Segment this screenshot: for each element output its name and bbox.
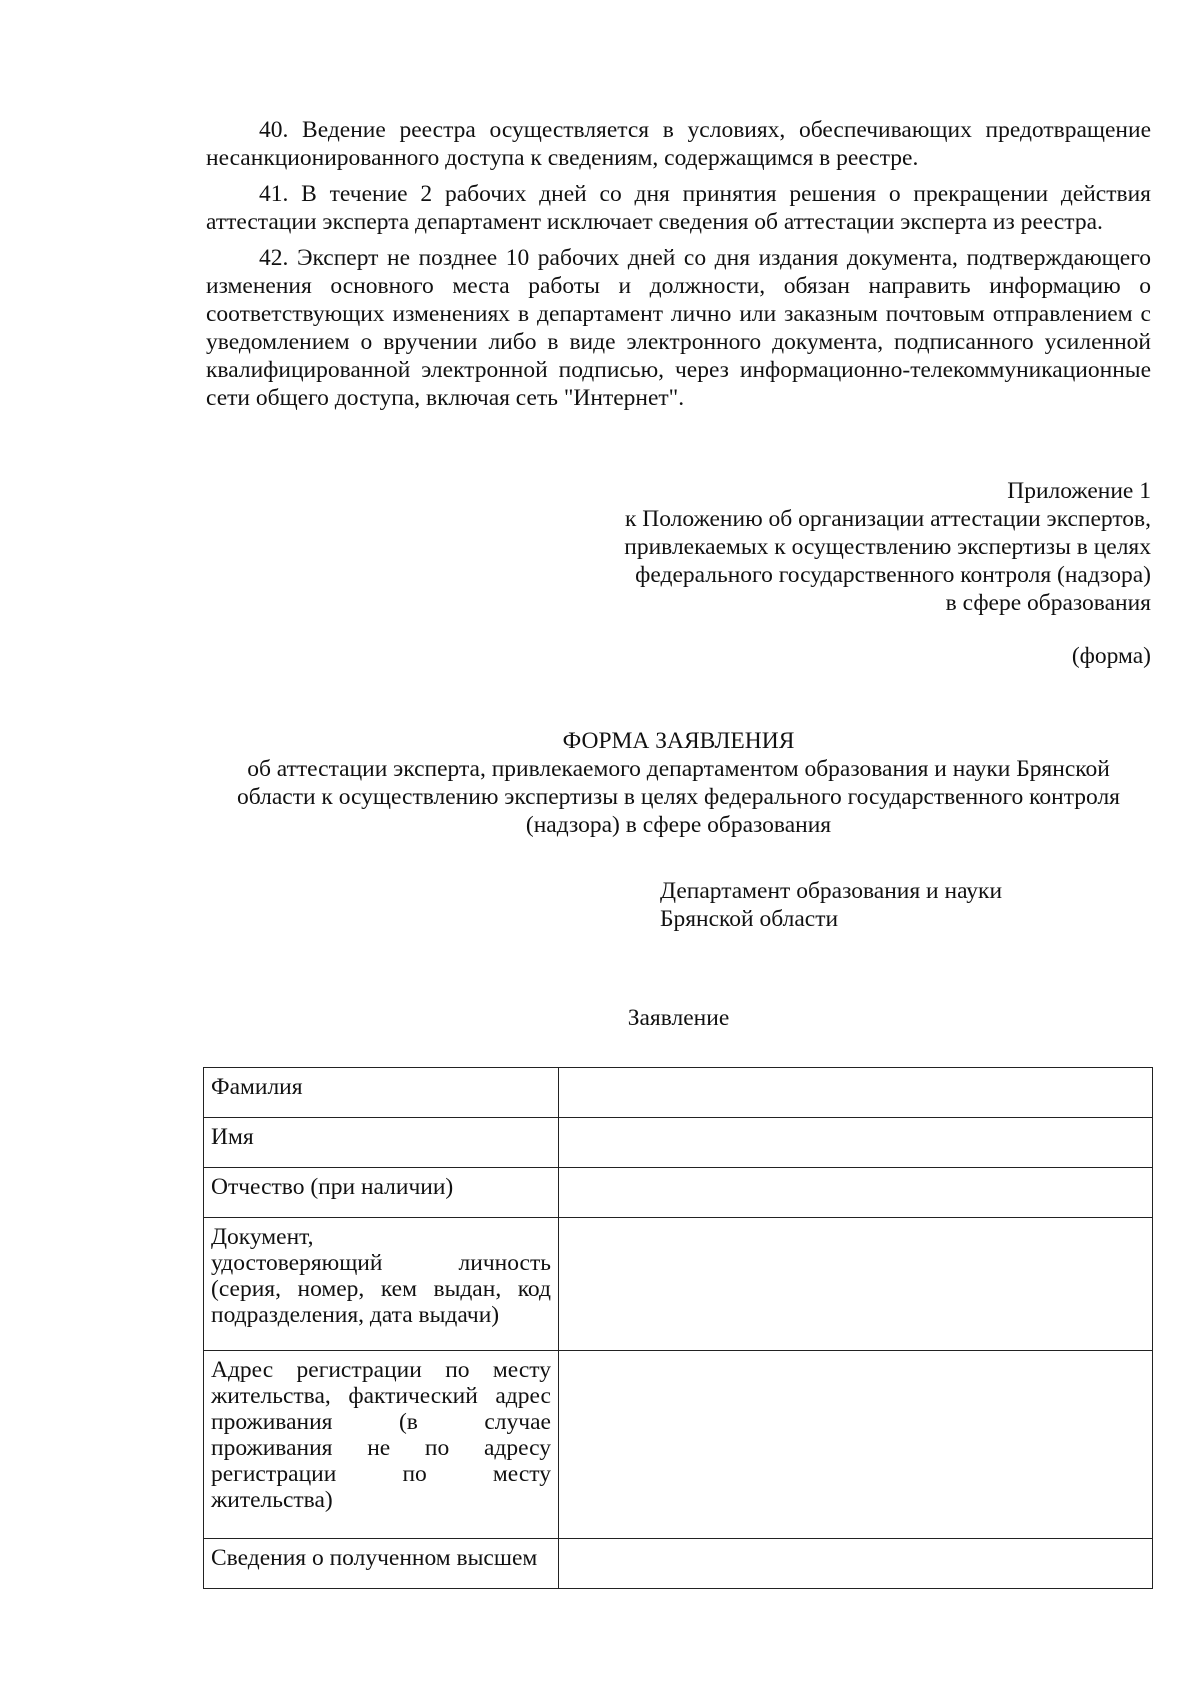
label-line: (серия, номер, кем выдан, код (211, 1276, 551, 1302)
label-line: регистрации по месту (211, 1461, 551, 1487)
body-text (206, 116, 1151, 420)
paragraph-41: 41. В течение 2 рабочих дней со дня принятия решения о прекращении действия аттестации эксперта департамент исключает сведения об аттестации эксперта из реестра. (206, 181, 1151, 235)
form-subtitle-line: (надзора) в сфере образования (525, 812, 832, 838)
addressee-line: Департамент образования и науки (660, 878, 1003, 904)
application-form-table (203, 1067, 1153, 1589)
field-value-patronymic[interactable] (558, 1168, 1152, 1218)
addressee-line: Брянской области (660, 906, 839, 932)
label-line: подразделения, дата выдачи) (211, 1302, 500, 1328)
appendix-header (624, 477, 1151, 617)
table-row (204, 1168, 1153, 1218)
paragraph-40: 40. Ведение реестра осуществляется в условиях, обеспечивающих предотвращение несанкционированного доступа к сведениям, содержащимся в реестре. (206, 117, 1151, 171)
addressee (660, 877, 1002, 933)
label-line: Адрес регистрации по месту (211, 1357, 551, 1383)
form-heading: ФОРМА ЗАЯВЛЕНИЯ (562, 728, 795, 754)
appendix-line: привлекаемых к осуществлению экспертизы в целях (624, 534, 1151, 560)
field-value-identity-document[interactable] (558, 1218, 1152, 1351)
table-row (204, 1539, 1153, 1589)
paragraph-42: 42. Эксперт не позднее 10 рабочих дней со дня издания документа, подтверждающего изменения основного места работы и должности, обязан направить информацию о соответствующих изменениях в департамент лично или заказным почтовым отправлением с уведомлением о вручении либо в виде электронного документа, подписанного усиленной квалифицированной электронной подписью, через информационно-телекоммуникационные сети общего доступа, включая сеть "Интернет". (206, 245, 1151, 411)
form-subtitle-line: области к осуществлению экспертизы в целях федерального государственного контроля (237, 784, 1120, 810)
appendix-line: в сфере образования (945, 590, 1151, 616)
label-line: Документ, (211, 1224, 314, 1250)
field-value-name[interactable] (558, 1118, 1152, 1168)
field-value-surname[interactable] (558, 1068, 1152, 1118)
label-line: проживания не по адресу (211, 1435, 551, 1461)
table-row (204, 1351, 1153, 1539)
table-row (204, 1118, 1153, 1168)
form-note: (форма) (1071, 643, 1151, 669)
field-label-identity-document (204, 1218, 559, 1351)
form-title (206, 727, 1151, 839)
appendix-line: к Положению об организации аттестации экспертов, (624, 506, 1151, 532)
label-line: жительства, фактический адрес (211, 1383, 551, 1409)
table-row (204, 1068, 1153, 1118)
field-value-higher-education[interactable] (558, 1539, 1152, 1589)
appendix-line: федерального государственного контроля (надзора) (635, 562, 1151, 588)
statement-title: Заявление (627, 1005, 730, 1031)
label-line: удостоверяющий личность (211, 1250, 551, 1276)
appendix-line: Приложение 1 (1007, 478, 1151, 504)
form-subtitle-line: об аттестации эксперта, привлекаемого департаментом образования и науки Брянской (247, 756, 1110, 782)
field-label-higher-education: Сведения о полученном высшем (204, 1539, 559, 1589)
field-label-name: Имя (204, 1118, 559, 1168)
label-line: жительства) (211, 1487, 333, 1513)
field-label-patronymic: Отчество (при наличии) (204, 1168, 559, 1218)
field-value-address[interactable] (558, 1351, 1152, 1539)
table-row (204, 1218, 1153, 1351)
field-label-surname: Фамилия (204, 1068, 559, 1118)
field-label-address (204, 1351, 559, 1539)
label-line: проживания (в случае (211, 1409, 551, 1435)
